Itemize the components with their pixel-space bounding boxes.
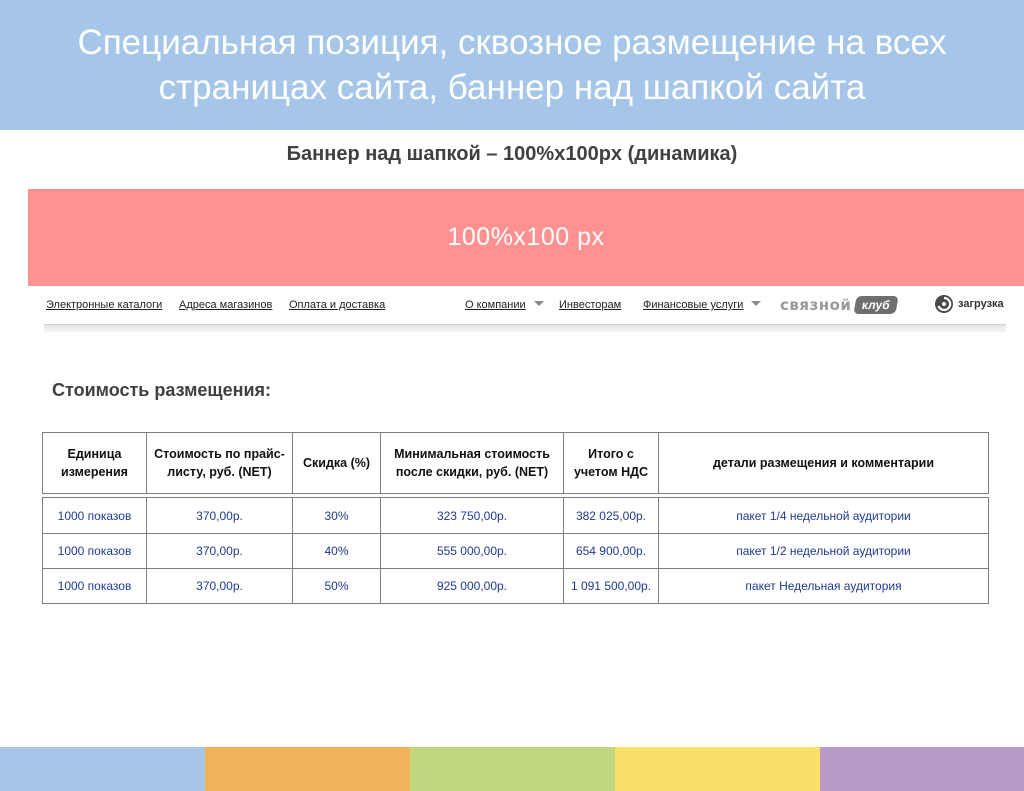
header-details: детали размещения и комментарии [659, 433, 989, 494]
cell-total-vat: 382 025,00р. [564, 498, 659, 534]
banner-placeholder [28, 189, 1024, 286]
cell-price: 370,00р. [147, 534, 293, 569]
cell-unit: 1000 показов [43, 498, 147, 534]
cell-price: 370,00р. [147, 569, 293, 604]
svyaznoy-logo-text: связной [780, 296, 852, 314]
chevron-down-icon [534, 301, 544, 306]
cell-total-vat: 1 091 500,00р. [564, 569, 659, 604]
header-min-cost: Минимальная стоимость после скидки, руб. (NET) [381, 433, 564, 494]
footer-stripe-segment [205, 747, 410, 791]
footer-stripe-segment [0, 747, 205, 791]
table-row [43, 498, 989, 534]
chevron-down-icon [751, 301, 761, 306]
nav-link-payment[interactable]: Оплата и доставка [289, 299, 386, 311]
cell-min-cost: 323 750,00р. [381, 498, 564, 534]
header-total-vat: Итого с учетом НДС [564, 433, 659, 494]
club-logo-badge: клуб [854, 296, 899, 314]
table-row [43, 569, 989, 604]
download-spiral-icon [934, 294, 954, 314]
header-price: Стоимость по прайс-листу, руб. (NET) [147, 433, 293, 494]
footer-stripe-segment [615, 747, 820, 791]
cell-details: пакет Недельная аудитория [659, 569, 989, 604]
cell-discount: 50% [293, 569, 381, 604]
cell-details: пакет 1/2 недельной аудитории [659, 534, 989, 569]
cell-unit: 1000 показов [43, 534, 147, 569]
zagruzka-link[interactable] [934, 294, 1004, 314]
nav-link-about-label: О компании [465, 299, 526, 311]
section-label: Стоимость размещения: [52, 380, 272, 400]
cell-discount: 40% [293, 534, 381, 569]
nav-link-about[interactable] [465, 299, 544, 311]
site-nav-preview [28, 288, 1010, 332]
footer-stripe-segment [410, 747, 615, 791]
banner-subtitle: Баннер над шапкой – 100%x100px (динамика) [286, 143, 738, 165]
nav-link-investors[interactable]: Инвесторам [559, 299, 622, 311]
price-table-header [42, 432, 989, 494]
cell-price: 370,00р. [147, 498, 293, 534]
banner-size-label: 100%x100 px [447, 223, 605, 251]
zagruzka-label: загрузка [958, 298, 1004, 310]
nav-divider [44, 324, 1006, 332]
footer-color-stripe [0, 747, 1024, 791]
price-table-body [42, 497, 989, 604]
nav-link-stores[interactable]: Адреса магазинов [179, 299, 273, 311]
cell-min-cost: 555 000,00р. [381, 534, 564, 569]
cell-total-vat: 654 900,00р. [564, 534, 659, 569]
header-unit: Единица измерения [43, 433, 147, 494]
cell-unit: 1000 показов [43, 569, 147, 604]
nav-link-finance[interactable] [643, 299, 761, 311]
cell-details: пакет 1/4 недельной аудитории [659, 498, 989, 534]
cell-min-cost: 925 000,00р. [381, 569, 564, 604]
nav-link-finance-label: Финансовые услуги [643, 299, 744, 311]
footer-stripe-segment [820, 747, 1024, 791]
title-band [0, 0, 1024, 130]
header-discount: Скидка (%) [293, 433, 381, 494]
nav-link-catalogs[interactable]: Электронные каталоги [46, 299, 163, 311]
page-title: Специальная позиция, сквозное размещение на всех страницах сайта, баннер над шапкой сайта [77, 23, 947, 107]
table-row [43, 534, 989, 569]
cell-discount: 30% [293, 498, 381, 534]
svyaznoy-club-logo[interactable] [780, 295, 897, 315]
